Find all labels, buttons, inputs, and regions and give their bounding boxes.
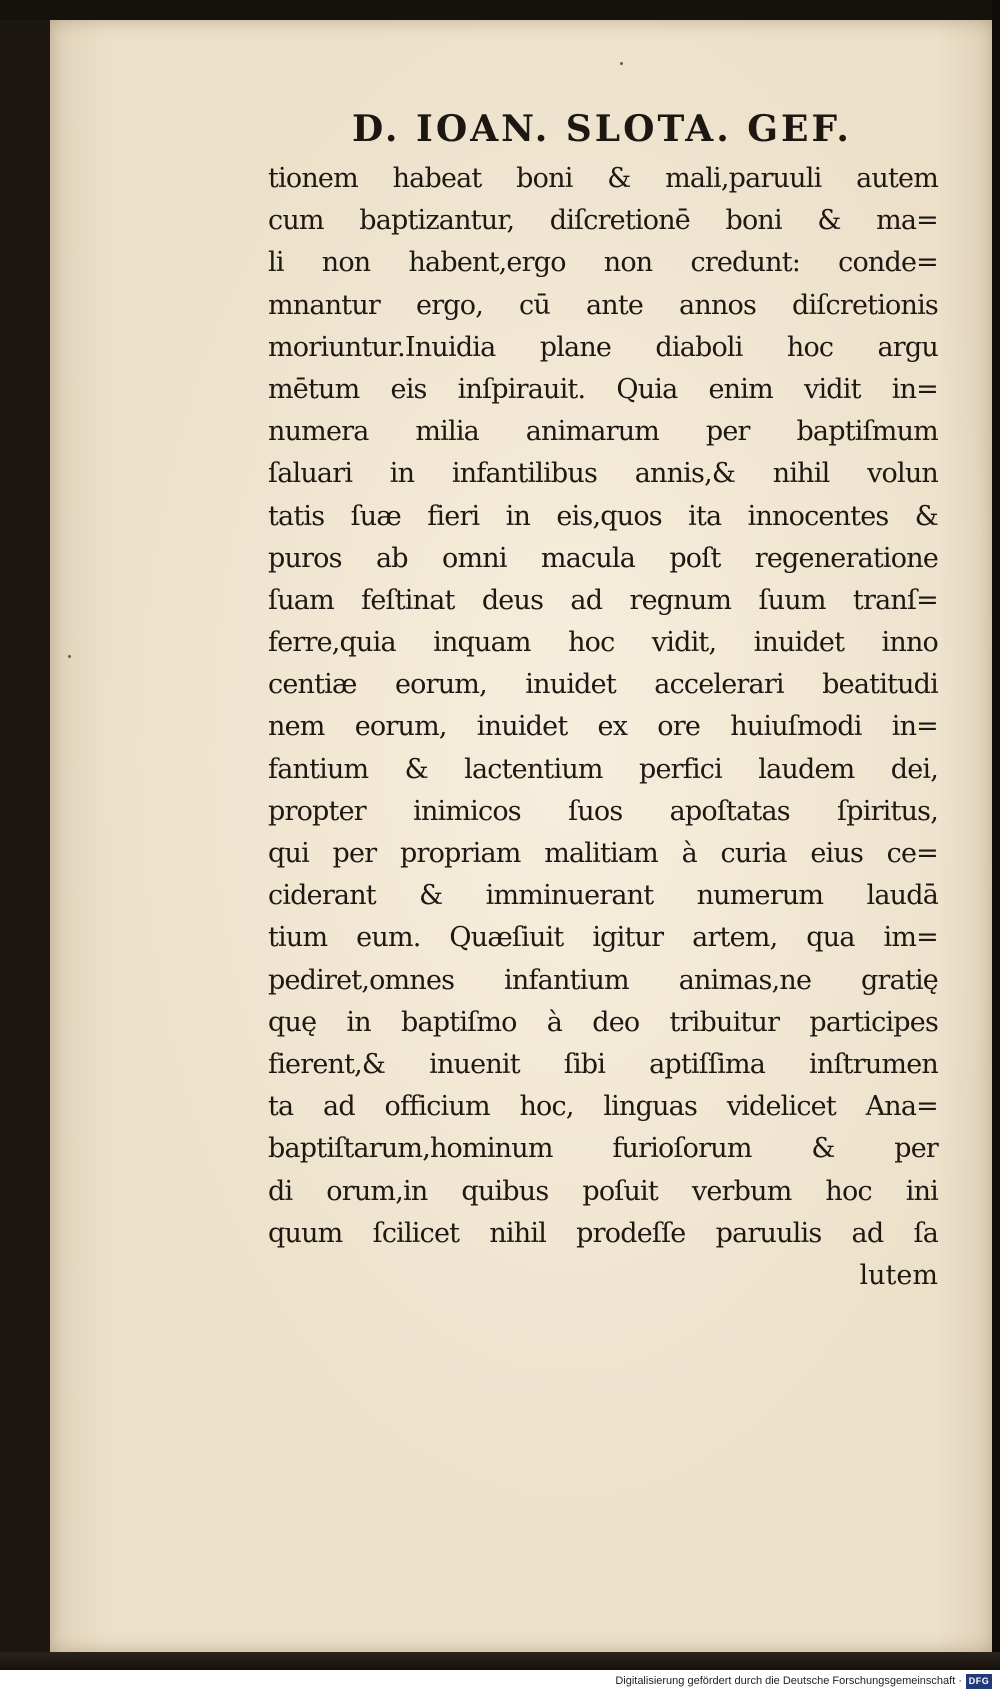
text-line: mētum eis inſpirauit. Quia enim vidit in= — [268, 373, 938, 405]
text-line: fierent,& inuenit ſibi aptiſſima inſtrumen — [268, 1048, 938, 1080]
scan-top-edge — [0, 0, 1000, 20]
text-line: fantium & lactentium perfici laudem dei, — [268, 753, 938, 785]
text-line: tatis ſuæ fieri in eis,quos ita innocentes & — [268, 500, 938, 532]
text-line: centiæ eorum, inuidet accelerari beatitudi — [268, 669, 938, 701]
text-line: ciderant & imminuerant numerum laudā — [268, 880, 938, 912]
text-line: ta ad officium hoc, linguas videlicet Ana= — [268, 1091, 938, 1123]
body-text — [268, 158, 948, 1297]
text-line: nem eorum, inuidet ex ore huiuſmodi in= — [268, 711, 938, 743]
text-line: ſuam feſtinat deus ad regnum ſuum tranſ= — [268, 584, 938, 616]
text-line: mnantur ergo, cū ante annos diſcretionis — [268, 289, 938, 321]
text-line: quum ſcilicet nihil prodeſſe paruulis ad ſa — [268, 1217, 938, 1249]
text-line: cum baptizantur, diſcretionē boni & ma= — [268, 205, 938, 237]
text-line: numera milia animarum per baptiſmum — [268, 416, 938, 448]
text-line: ſaluari in infantilibus annis,& nihil volun — [268, 458, 938, 490]
text-line: propter inimicos ſuos apoſtatas ſpiritus, — [268, 795, 938, 827]
paper-speck — [620, 62, 623, 65]
text-line: pediret,omnes infantium animas,ne gratię — [268, 964, 938, 996]
running-head: D. IOAN. SLOTA. GEF. — [352, 108, 852, 150]
text-line: puros ab omni macula poſt regeneratione — [268, 542, 938, 574]
funding-note: Digitalisierung gefördert durch die Deutsche Forschungsgemeinschaft · — [615, 1675, 962, 1687]
text-line: quę in baptiſmo à deo tribuitur participes — [268, 1006, 938, 1038]
paper-speck — [68, 655, 71, 658]
text-line: di orum,in quibus poſuit verbum hoc ini — [268, 1175, 938, 1207]
catchword: lutem — [859, 1259, 938, 1291]
digitization-footer — [0, 1670, 1000, 1694]
text-line: tionem habeat boni & mali,paruuli autem — [268, 163, 938, 194]
text-line: tium eum. Quæſiuit igitur artem, qua im= — [268, 922, 938, 954]
text-line: ferre,quia inquam hoc vidit, inuidet inno — [268, 627, 938, 659]
text-line: baptiſtarum,hominum furioſorum & per — [268, 1133, 938, 1165]
dfg-logo: DFG — [966, 1674, 992, 1689]
text-line: li non habent,ergo non credunt: conde= — [268, 247, 938, 279]
text-line: qui per propriam malitiam à curia eius ce= — [268, 838, 938, 869]
scan-right-edge — [992, 0, 1000, 1660]
scan-bottom-edge — [0, 1652, 1000, 1670]
text-line: moriuntur.Inuidia plane diaboli hoc argu — [268, 331, 938, 363]
